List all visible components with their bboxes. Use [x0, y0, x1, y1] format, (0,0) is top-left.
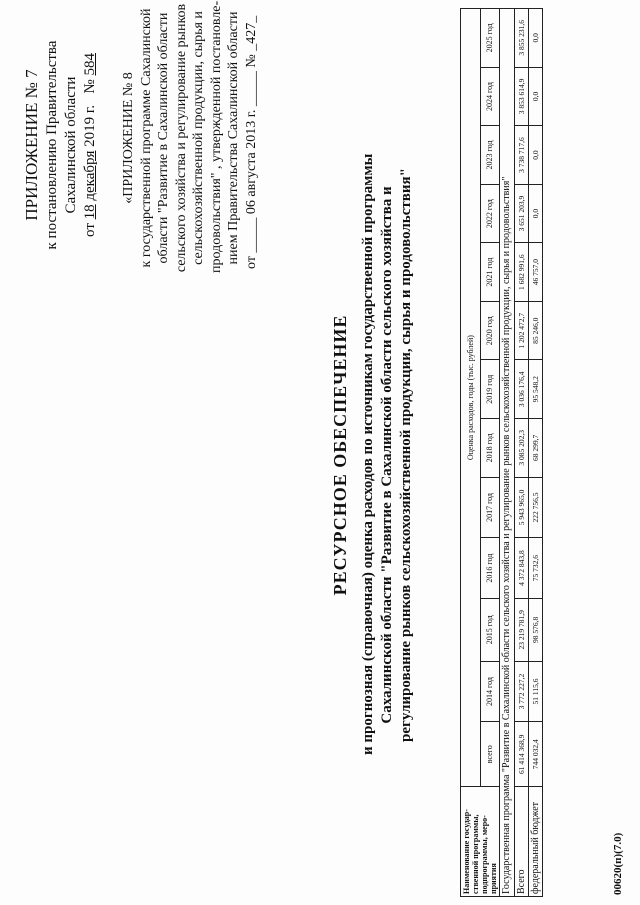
year-column-header: 2021 год: [480, 243, 500, 302]
appendix-7-line2: Сахалинской области: [63, 76, 79, 214]
table-cell: 0,0: [529, 9, 543, 68]
table-cell: 5 943 965,0: [515, 477, 529, 538]
table-cell: 3 855 231,6: [515, 9, 529, 68]
appendix-8-line: сельскохозяйственной продукции, сырья и: [191, 11, 206, 265]
table-cell: 0,0: [529, 184, 543, 243]
year-column-header: 2019 год: [480, 360, 500, 419]
table-row: [515, 9, 529, 897]
year-column-header: 2017 год: [480, 477, 500, 538]
appendix-7-date-line: [81, 25, 100, 265]
appendix-8-line: сельского хозяйства и регулирование рынков: [173, 3, 189, 273]
appendix-7-title: ПРИЛОЖЕНИЕ № 7: [22, 69, 41, 221]
program-row: Государственная программа "Развитие в Сахалинской области сельского хозяйства и регулирование рынков сельскохозяйственной продукции, сырья и продовольствия": [500, 9, 515, 897]
appendix-7-line1: к постановлению Правительства: [44, 40, 60, 250]
table-cell: 68 299,7: [529, 419, 543, 478]
table-cell: 222 756,5: [529, 477, 543, 538]
total-column-header: всего: [480, 722, 500, 787]
footer-code: 00620(п)(7.0): [612, 832, 624, 895]
year-column-header: 2024 год: [480, 67, 500, 126]
row-total: 61 414 368,9: [515, 722, 529, 787]
table-cell: 95 548,2: [529, 360, 543, 419]
appendix-8-line: нием Правительства Сахалинской области: [226, 11, 241, 265]
appendix-7-header: [22, 25, 100, 265]
table-cell: 3 651 203,9: [515, 184, 529, 243]
table-cell: 51 115,6: [529, 661, 543, 722]
date-month: декабря: [82, 150, 98, 201]
appendix-8-line: области "Развитие в Сахалинской области: [156, 12, 171, 264]
decree-number: 584: [82, 53, 98, 76]
name-column-header: Наименование государ-ственной программы, подпрограммы, меро-приятия: [461, 787, 500, 897]
appendix-8-line: продовольствия" , утвержденной постановле-: [208, 0, 224, 273]
table-row: [529, 9, 543, 897]
table-cell: 3 772 227,2: [515, 661, 529, 722]
table-cell: 1 682 991,6: [515, 243, 529, 302]
table-cell: 0,0: [529, 126, 543, 185]
number-label: №: [82, 79, 98, 94]
table-cell: 75 732,6: [529, 538, 543, 599]
document-title: [330, 155, 416, 755]
year-column-header: 2018 год: [480, 419, 500, 478]
table-cell: 3 085 202,3: [515, 419, 529, 478]
year-column-header: 2020 год: [480, 301, 500, 360]
title-sub-line: и прогнозная (справочная) оценка расходов по источникам государственной программы: [360, 153, 376, 755]
appendix-8-date-line: от _____ 06 августа 2013 г. _____ № _427_: [243, 15, 259, 269]
appendix-8-header: [120, 0, 260, 273]
table-cell: 3 036 176,4: [515, 360, 529, 419]
row-name: Всего: [515, 787, 529, 897]
table-cell: 0,0: [529, 67, 543, 126]
row-total: 744 032,4: [529, 722, 543, 787]
table-cell: 85 246,0: [529, 301, 543, 360]
appendix-8-line: к государственной программе Сахалинской: [138, 8, 154, 268]
date-prefix: от: [82, 223, 98, 237]
year-column-header: 2022 год: [480, 184, 500, 243]
table-cell: 98 576,8: [529, 598, 543, 661]
year-column-header: 2014 год: [480, 661, 500, 722]
title-sub-line: Сахалинской области "Развитие в Сахалинской области сельского хозяйства и: [379, 186, 395, 724]
date-day: 18: [82, 204, 98, 220]
title-sub-line: регулирование рынков сельскохозяйственной продукции, сырья и продовольствия": [398, 168, 414, 742]
estimate-header: Оценка расходов, годы (тыс. рублей): [461, 9, 481, 787]
year-column-header: 2015 год: [480, 598, 500, 661]
date-year: 2019 г.: [82, 104, 98, 147]
year-column-header: 2023 год: [480, 126, 500, 185]
table-cell: 1 202 472,7: [515, 301, 529, 360]
year-column-header: 2016 год: [480, 538, 500, 599]
table-cell: 3 853 614,9: [515, 67, 529, 126]
year-column-header: 2025 год: [480, 9, 500, 68]
title-main: РЕСУРСНОЕ ОБЕСПЕЧЕНИЕ: [330, 314, 350, 596]
appendix-8-title: «ПРИЛОЖЕНИЕ № 8: [121, 72, 136, 204]
year-header-row: [480, 9, 500, 897]
resources-table: [460, 8, 543, 897]
table-cell: 4 372 843,8: [515, 538, 529, 599]
table-cell: 23 219 781,9: [515, 598, 529, 661]
row-name: федеральный бюджет: [529, 787, 543, 897]
table-cell: 46 757,0: [529, 243, 543, 302]
table-cell: 3 738 717,6: [515, 126, 529, 185]
